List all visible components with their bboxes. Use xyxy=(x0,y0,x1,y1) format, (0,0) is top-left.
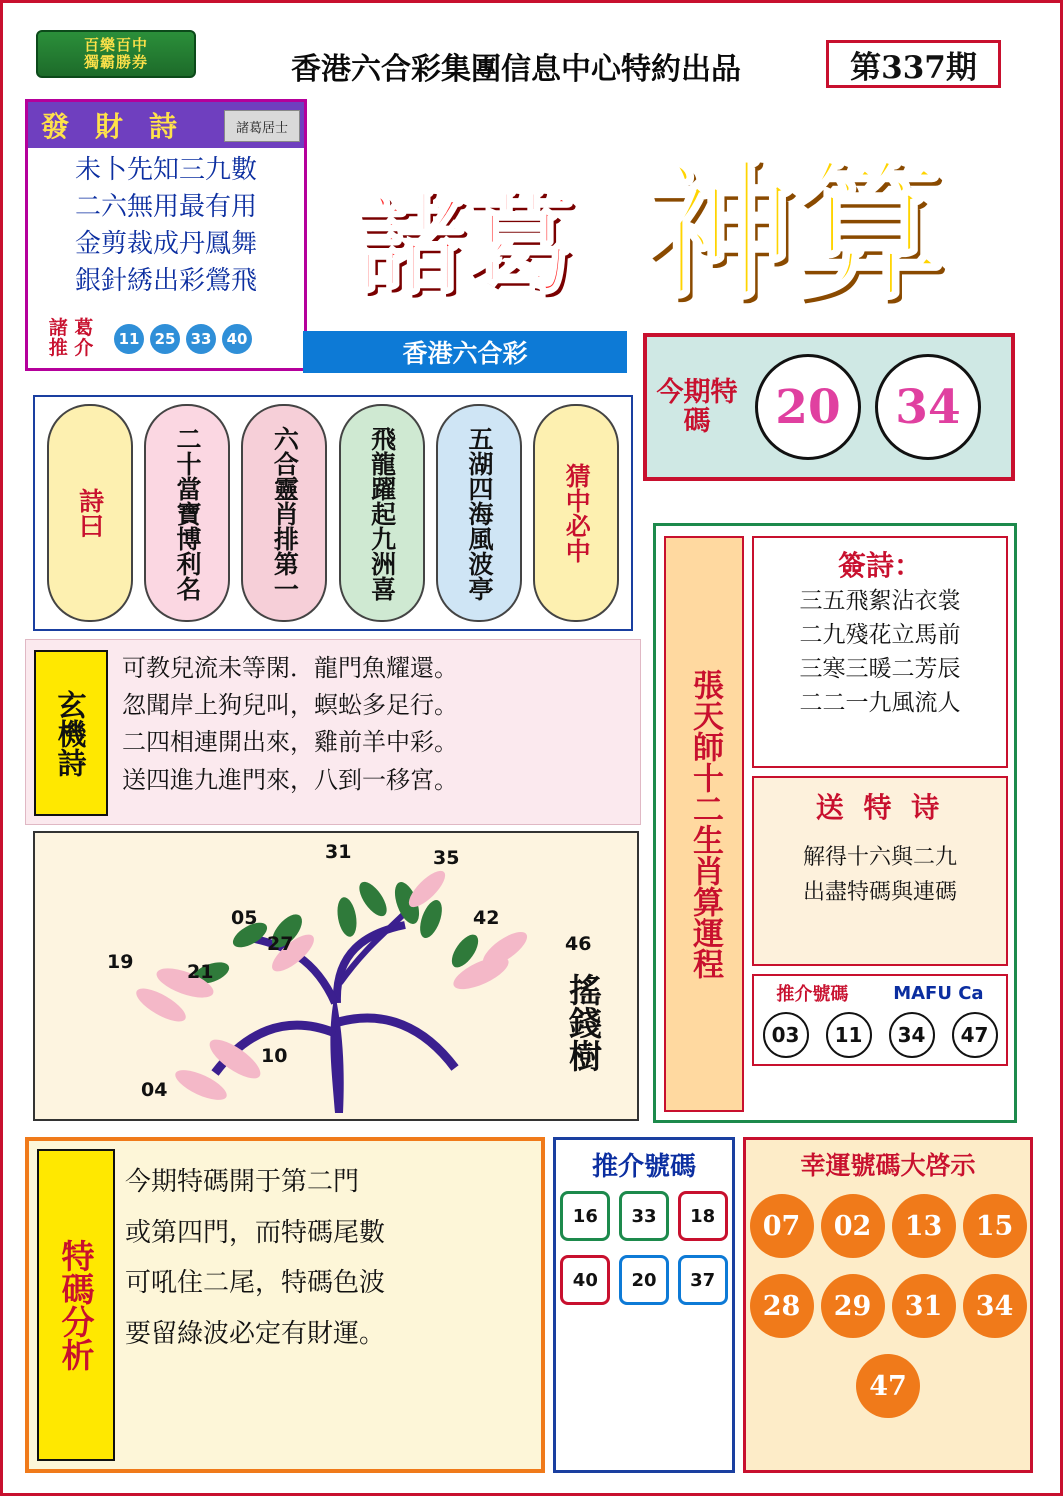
capsule-label: 五湖四海風波亭 xyxy=(464,425,494,601)
poem-line: 金剪裁成丹鳳舞 xyxy=(74,228,257,259)
sign-poem-line: 三五飛絮沾衣裳 xyxy=(799,588,961,614)
analysis-text xyxy=(125,1157,537,1360)
lucky-number: 02 xyxy=(821,1194,885,1258)
sign-poem-box xyxy=(752,536,1008,768)
masthead-part-2: 神算 xyxy=(645,144,946,320)
poem-line: 銀針綉出彩鶯飛 xyxy=(74,265,257,296)
poem-title-char-3: 詩 xyxy=(148,110,177,143)
capsule-label: 二十當寶博利名 xyxy=(172,425,202,601)
capsule-label: 飛龍躍起九洲喜 xyxy=(367,425,397,601)
masthead-part-1: 諸葛 xyxy=(355,180,575,309)
seal-stamp: 諸葛居士 xyxy=(224,110,300,142)
poem-recommend-label-a: 諸 葛 xyxy=(48,317,94,340)
sign-poem-line: 二二一九風流人 xyxy=(799,690,961,717)
special-number-ball: 20 xyxy=(755,354,861,460)
tree-number: 27 xyxy=(267,933,294,955)
analysis-line: 要留綠波必定有財運。 xyxy=(125,1319,386,1350)
brand-logo xyxy=(36,30,196,78)
tree-caption: 搖錢樹 xyxy=(564,973,603,1072)
xuanji-line: 可教兒流未等閑．龍門魚耀還。 xyxy=(122,654,458,682)
masthead-art xyxy=(315,99,1015,319)
send-poem-line: 出盡特碼與連碼 xyxy=(802,880,957,906)
sign-poem-title: 簽詩： xyxy=(837,549,922,582)
tree-number: 05 xyxy=(231,907,258,929)
analysis-label xyxy=(37,1149,115,1461)
analysis-panel xyxy=(25,1137,545,1473)
sign-poem-line: 二九殘花立馬前 xyxy=(799,622,961,649)
lucky-number: 28 xyxy=(750,1274,814,1338)
tree-number: 31 xyxy=(325,841,352,863)
lucky-number-grid xyxy=(746,1194,1030,1434)
poem-title-char-1: 發 xyxy=(40,110,69,143)
logo-line-2: 獨霸勝券 xyxy=(83,53,148,71)
poem-recommend-label-b: 推 介 xyxy=(48,337,94,359)
issue-badge: 第337期 xyxy=(826,40,1001,88)
tree-number: 42 xyxy=(473,907,500,929)
recommend-number-grid xyxy=(556,1191,732,1319)
recommend-number-box xyxy=(752,974,1008,1066)
recommend-number: 37 xyxy=(678,1255,728,1305)
recommend-panel-title: 推介號碼 xyxy=(591,1152,696,1182)
analysis-line: 今期特碼開于第二門 xyxy=(125,1167,360,1197)
tree-number: 10 xyxy=(261,1045,288,1067)
xuanji-lines xyxy=(122,650,634,799)
recommend-number: 33 xyxy=(619,1191,669,1241)
analysis-line: 或第四門，而特碼尾數 xyxy=(125,1217,386,1248)
lucky-number: 07 xyxy=(750,1194,814,1258)
recommend-number-panel xyxy=(553,1137,735,1473)
capsule-label: 詩曰 xyxy=(75,488,105,538)
poem-title-char-2: 財 xyxy=(94,110,123,143)
poem-lines xyxy=(28,152,304,300)
lucky-number: 29 xyxy=(821,1274,885,1338)
poem-ball: 40 xyxy=(222,324,252,354)
lucky-number: 13 xyxy=(892,1194,956,1258)
page-title: 香港六合彩集團信息中心特約出品 xyxy=(291,52,741,87)
tree-graphic xyxy=(35,833,641,1123)
poem-line: 二六無用最有用 xyxy=(74,191,257,222)
money-tree-illustration xyxy=(33,831,639,1121)
fortune-poem-panel xyxy=(25,99,307,371)
recommend-brand: MAFU Ca xyxy=(893,982,984,1004)
send-poem-box xyxy=(752,776,1008,966)
tree-number: 21 xyxy=(187,961,214,983)
recommend-number: 40 xyxy=(560,1255,610,1305)
lottery-name-bar: 香港六合彩 xyxy=(303,331,627,373)
capsule-label: 六合靈肖排第一 xyxy=(270,425,300,601)
lucky-number: 47 xyxy=(856,1354,920,1418)
master-fortune-panel xyxy=(653,523,1017,1123)
tree-number: 35 xyxy=(433,847,460,869)
lucky-number-panel xyxy=(743,1137,1033,1473)
tree-number: 19 xyxy=(107,951,134,973)
xuanji-line: 二四相連開出來，雞前羊中彩。 xyxy=(122,728,458,757)
analysis-line: 可吼住二尾，特碼色波 xyxy=(125,1268,386,1299)
capsule-item xyxy=(339,404,425,622)
xuanji-line: 送四進九進門來，八到一移宮。 xyxy=(122,765,458,794)
poem-ball: 25 xyxy=(150,324,180,354)
tree-number: 04 xyxy=(141,1079,168,1101)
capsule-label: 猜中必中 xyxy=(562,463,592,563)
recommend-ball: 03 xyxy=(763,1012,809,1058)
send-poem-title: 送 特 诗 xyxy=(815,791,945,824)
special-number-ball: 34 xyxy=(875,354,981,460)
recommend-number: 18 xyxy=(678,1191,728,1241)
recommend-label: 推介號碼 xyxy=(776,984,849,1005)
send-poem-line: 解得十六與二九 xyxy=(802,845,957,870)
xuanji-label xyxy=(34,650,108,816)
capsule-item xyxy=(241,404,327,622)
special-number-panel xyxy=(643,333,1015,481)
poem-line: 未卜先知三九數 xyxy=(74,155,257,185)
master-vertical-title xyxy=(664,536,744,1112)
lucky-number: 34 xyxy=(963,1274,1027,1338)
poem-ball: 33 xyxy=(186,324,216,354)
recommend-balls xyxy=(754,1012,1006,1058)
xuanji-poem-panel xyxy=(25,639,641,825)
lucky-number: 31 xyxy=(892,1274,956,1338)
logo-line-1: 百樂百中 xyxy=(83,35,148,54)
master-vertical-title-text: 張天師十二生肖算運程 xyxy=(686,669,723,979)
recommend-ball: 34 xyxy=(889,1012,935,1058)
poem-ball: 11 xyxy=(114,324,144,354)
capsule-slogan-row xyxy=(33,395,633,631)
recommend-number: 20 xyxy=(619,1255,669,1305)
capsule-item xyxy=(436,404,522,622)
recommend-number: 16 xyxy=(560,1191,610,1241)
tree-number: 46 xyxy=(565,933,592,955)
recommend-ball: 47 xyxy=(952,1012,998,1058)
special-number-label: 今期特碼 xyxy=(656,376,738,437)
xuanji-line: 忽聞岸上狗兒叫，螟蚣多足行。 xyxy=(122,691,458,720)
lucky-panel-title: 幸運號碼大啓示 xyxy=(800,1151,976,1180)
header xyxy=(6,6,1060,92)
capsule-item xyxy=(144,404,230,622)
sign-poem-line: 三寒三暖二芳辰 xyxy=(799,656,961,683)
poem-recommend-label xyxy=(28,319,114,359)
recommend-header xyxy=(754,980,1006,1006)
capsule-item xyxy=(47,404,133,622)
poem-recommend-row xyxy=(28,314,304,364)
analysis-label-text: 特碼分析 xyxy=(56,1239,96,1371)
capsule-item xyxy=(533,404,619,622)
lucky-number: 15 xyxy=(963,1194,1027,1258)
poem-header xyxy=(28,102,304,148)
xuanji-label-text: 玄機詩 xyxy=(53,689,88,777)
recommend-ball: 11 xyxy=(826,1012,872,1058)
